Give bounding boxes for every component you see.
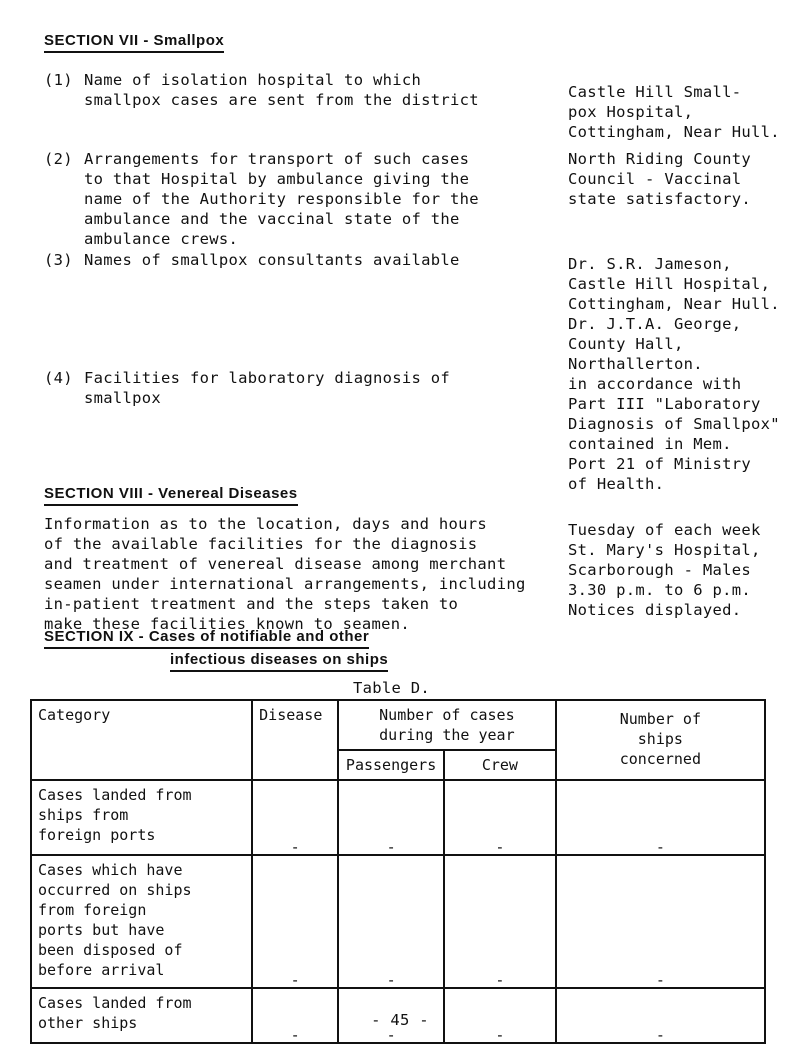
row-crew: - [495, 838, 505, 856]
row-category: Cases landed from other ships [38, 994, 192, 1032]
section9-heading-line2: infectious diseases on ships [170, 651, 388, 672]
item-question: Facilities for laboratory diagnosis of smallpox [84, 369, 451, 407]
cell-ships [556, 855, 765, 988]
section7-answer-4: in accordance with Part III "Laboratory Diagnosis of Smallpox" contained in Mem. Port 21 of Ministry of Health. [568, 375, 780, 493]
section7-item-2 [44, 149, 524, 249]
section9-heading [44, 628, 369, 645]
item-number: (4) [44, 369, 73, 387]
section7-answer-3: Dr. S.R. Jameson, Castle Hill Hospital, Cottingham, Near Hull. Dr. J.T.A. George, County Hall, Northallerton. [568, 255, 780, 373]
row-disease: - [290, 1026, 300, 1044]
header-number-of-cases-text: Number of cases during the year [379, 706, 515, 744]
row-disease: - [290, 838, 300, 856]
row-disease: - [290, 971, 300, 989]
header-category-text: Category [38, 706, 111, 724]
row-passengers: - [386, 838, 396, 856]
section9-heading-2 [170, 651, 388, 668]
row-passengers: - [386, 1026, 396, 1044]
section7-heading [44, 32, 224, 49]
cell-passengers [338, 855, 444, 988]
section7-item-3 [44, 250, 524, 272]
cell-disease [252, 855, 338, 988]
section8-heading-text: SECTION VIII - Venereal Diseases [44, 485, 298, 506]
header-crew [444, 750, 556, 780]
row-ships: - [655, 971, 665, 989]
header-category [31, 700, 252, 780]
header-disease [252, 700, 338, 780]
item-question: Name of isolation hospital to which smallpox cases are sent from the district [84, 71, 479, 109]
header-number-of-cases [338, 700, 556, 750]
table-caption: Table D. [353, 679, 431, 697]
section7-item-1 [44, 70, 524, 114]
item-number: (3) [44, 251, 73, 269]
header-ships [556, 700, 765, 780]
item-number: (2) [44, 150, 73, 168]
cell-ships [556, 780, 765, 855]
cell-category [31, 855, 252, 988]
row-ships: - [655, 838, 665, 856]
row-crew: - [495, 1026, 505, 1044]
header-crew-text: Crew [481, 756, 518, 774]
table-row [31, 855, 765, 988]
item-question: Arrangements for transport of such cases to that Hospital by ambulance giving the name of the Authority responsible for the ambulance and the vaccinal state of the ambulance crews. [84, 150, 479, 248]
table-row [31, 780, 765, 855]
row-category: Cases landed from ships from foreign ports [38, 786, 192, 844]
item-number: (1) [44, 71, 73, 89]
row-passengers: - [386, 971, 396, 989]
section9-heading-line1: SECTION IX - Cases of notifiable and other [44, 628, 369, 649]
header-passengers [338, 750, 444, 780]
row-category: Cases which have occurred on ships from foreign ports but have been disposed of before arrival [38, 861, 192, 979]
cell-category [31, 780, 252, 855]
row-crew: - [495, 971, 505, 989]
section8-answer: Tuesday of each week St. Mary's Hospital, Scarborough - Males 3.30 p.m. to 6 p.m. Notices displayed. [568, 521, 761, 619]
cell-passengers [338, 780, 444, 855]
row-ships: - [655, 1026, 665, 1044]
section8-question: Information as to the location, days and hours of the available facilities for the diagnosis and treatment of venereal disease among merchant seamen under international arrangements, including in-patient treatment and the steps taken to make these facilities known to seamen. [44, 515, 526, 633]
header-disease-text: Disease [259, 706, 323, 724]
header-ships-text: Number of ships concerned [619, 710, 701, 768]
item-question: Names of smallpox consultants available [84, 251, 460, 269]
section7-heading-text: SECTION VII - Smallpox [44, 32, 224, 53]
header-passengers-text: Passengers [345, 756, 437, 774]
section8-heading [44, 485, 298, 502]
cell-disease [252, 780, 338, 855]
section7-answer-1: Castle Hill Small- pox Hospital, Cottingham, Near Hull. [568, 83, 780, 141]
section7-answer-2: North Riding County Council - Vaccinal state satisfactory. [568, 150, 752, 208]
section7-item-4 [44, 368, 524, 412]
table-d [30, 699, 766, 1044]
cell-crew [444, 855, 556, 988]
cell-crew [444, 780, 556, 855]
page-number: - 45 - [371, 1011, 429, 1029]
